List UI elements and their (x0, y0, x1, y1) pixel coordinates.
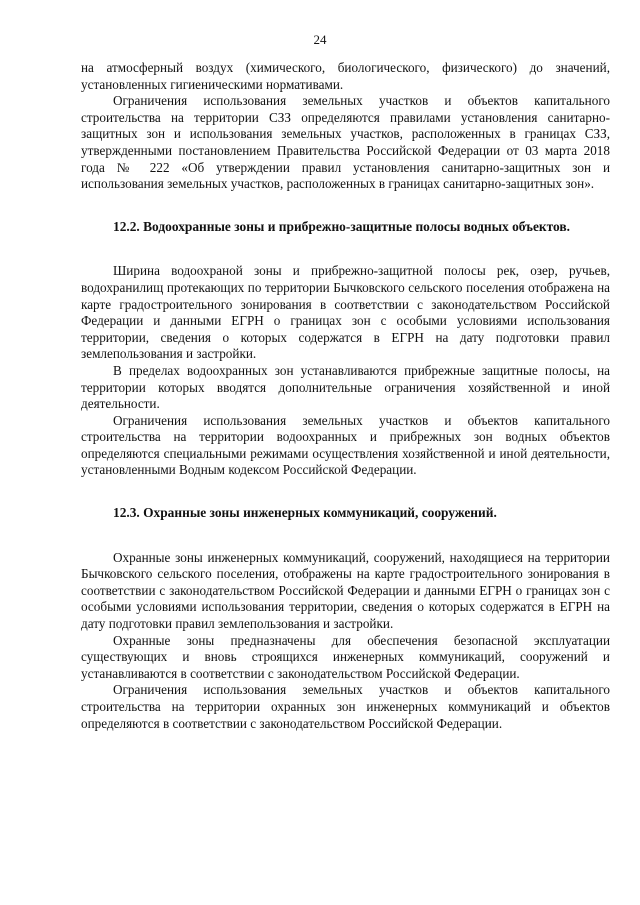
section-heading-12-2: 12.2. Водоохранные зоны и прибрежно-защитные полосы водных объектов. (113, 218, 570, 234)
intro-paragraph-continued: на атмосферный воздух (химического, биологического, физического) до значений, установленных гигиеническими нормативами. (81, 60, 610, 92)
page-content (81, 60, 610, 732)
intro-paragraph-szz-restrictions: Ограничения использования земельных участков и объектов капитального строительства на территории СЗЗ определяются правилами установления санитарно-защитных зон и использования земельных участков, расположенных в границах СЗЗ, утвержденными постановлением Правительства Российской Федерации от 03 марта 2018 года № 222 «Об утверждении правил установления санитарно-защитных зон и использования земельных участков, расположенных в границах санитарно-защитных зон». (81, 93, 610, 192)
section-12-3-paragraph-3: Ограничения использования земельных участков и объектов капитального строительства на территории охранных зон инженерных коммуникаций и объектов определяются в соответствии с законодательством Российской Федерации. (81, 682, 610, 731)
section-heading-12-3: 12.3. Охранные зоны инженерных коммуникаций, сооружений. (113, 505, 497, 521)
section-12-2-paragraph-1: Ширина водоохраной зоны и прибрежно-защитной полосы рек, озер, ручьев, водохранилищ протекающих по территории Бычковского сельского поселения отображена на карте градостроительного зонирования в соответствии с законодательством Российской Федерации и данными ЕГРН о границах зон с особыми условиями использования территории, сведения о которых содержатся в ЕГРН на дату подготовки правил землепользования и застройки. (81, 263, 610, 362)
section-12-2-paragraph-3: Ограничения использования земельных участков и объектов капитального строительства на территории водоохранных и прибрежных зон водных объектов определяются специальными режимами осуществления хозяйственной и иной деятельности, установленными Водным кодексом Российской Федерации. (81, 412, 610, 478)
page-number: 24 (313, 32, 327, 47)
section-12-2-paragraph-2: В пределах водоохранных зон устанавливаются прибрежные защитные полосы, на территории которых вводятся дополнительные ограничения хозяйственной и иной деятельности. (81, 362, 610, 412)
section-12-3-paragraph-1: Охранные зоны инженерных коммуникаций, сооружений, находящиеся на территории Бычковского сельского поселения, отображены на карте градостроительного зонирования в соответствии с законодательством Российской Федерации и данными ЕГРН о границах зон с особыми условиями использования территории, сведения о которых содержатся в ЕГРН на дату подготовки правил землепользования и застройки. (81, 549, 610, 632)
section-12-3-paragraph-2: Охранные зоны предназначены для обеспечения безопасной эксплуатации существующих и вновь строящихся инженерных коммуникаций, сооружений и устанавливаются в соответствии с законодательством Российской Федерации. (81, 632, 610, 681)
